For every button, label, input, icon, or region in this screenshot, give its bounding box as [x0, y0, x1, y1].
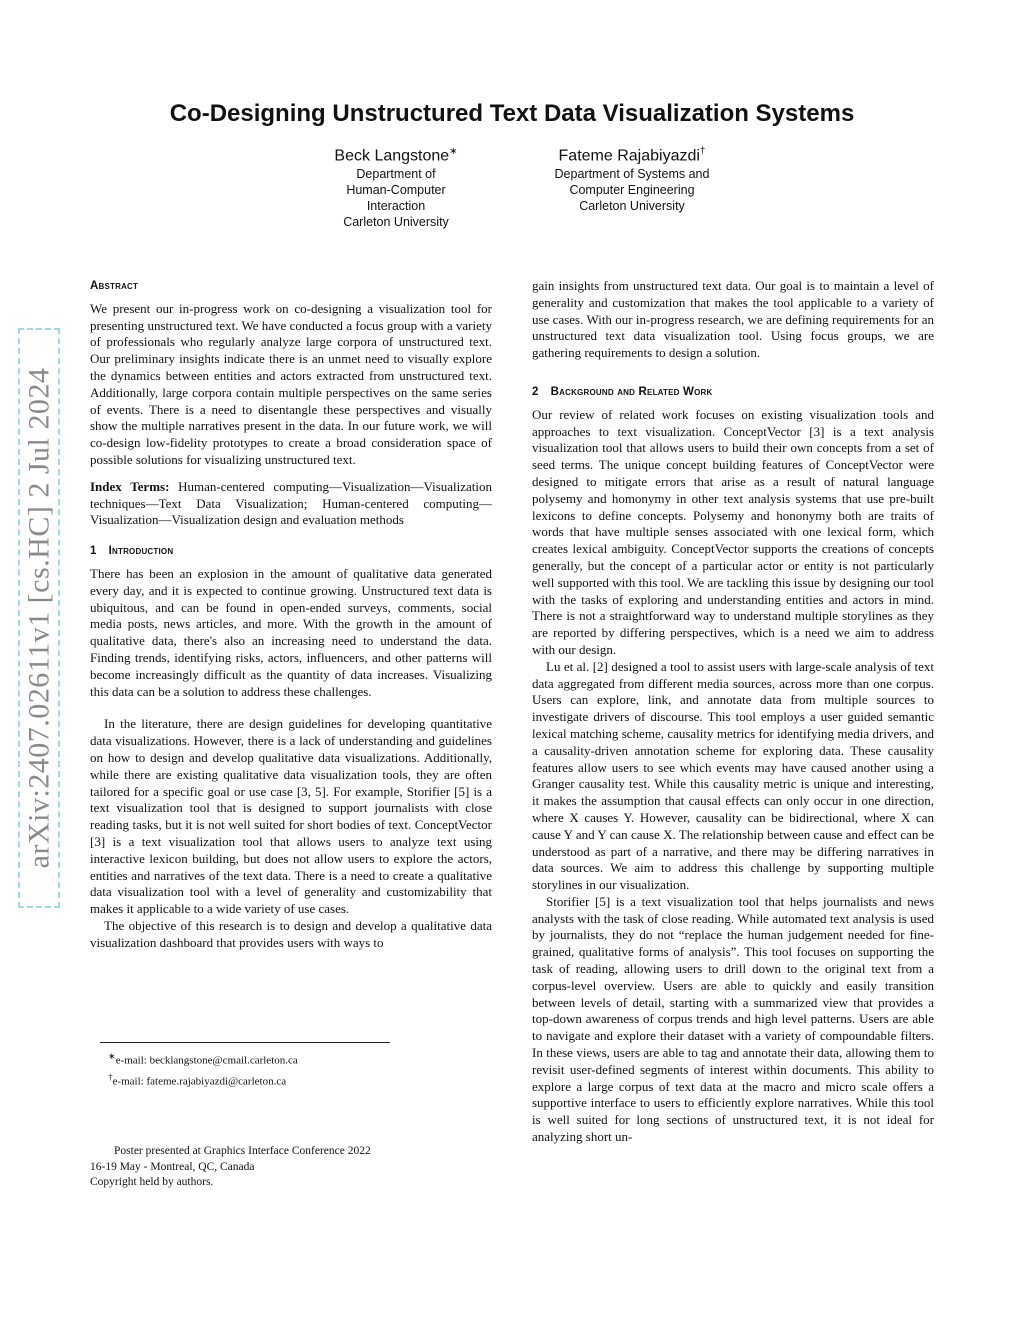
author-block — [276, 146, 516, 230]
intro-paragraph: The objective of this research is to design and develop a qualitative data visualization dashboard that provides users with ways to — [90, 917, 492, 950]
author-block — [512, 146, 752, 214]
paper-title: Co-Designing Unstructured Text Data Visualization Systems — [169, 100, 855, 127]
abstract-heading: Abstract — [90, 280, 139, 292]
footnotes — [100, 1048, 492, 1089]
background-paragraph: Our review of related work focuses on existing visualization tools and approaches to text visualization. ConceptVector [3] is a text analysis visualization tool that allows users to build their own concepts from a set of seed terms. The unique concept building features of ConceptVector were designed to mitigate errors that arise as a result of natural language polysemy and homonymy in other text analysis systems that use pre-built lexicons to define concepts. Polysemy and hononymy both are traits of words that have multiple senses associated with one lexical form, which creates lexical ambiguity. ConceptVector supports the creations of concepts generally, but the concept of a particular actor or entity is not particularly well supported with this tool. We are tackling this issue by designing our tool with the tasks of exploring and understanding entities and actors in mind. There is not a straightforward way to understand multiple storylines as they are reported by differing perspectives, which is a need we aim to address with our design. — [532, 406, 934, 657]
index-terms — [90, 479, 492, 529]
left-column — [90, 278, 492, 951]
author-affiliation-line: Carleton University — [579, 199, 685, 214]
poster-note-line: Copyright held by authors. — [90, 1176, 214, 1189]
author-name: Fateme Rajabiyazdi† — [558, 146, 706, 165]
footnote: ∗e-mail: becklangstone@cmail.carleton.ca — [108, 1051, 298, 1067]
background-paragraph: Storifier [5] is a text visualization tool that helps journalists and news analysts with the task of close reading. While automated text analysis is used by journalists, they do not “replace the human judgement needed for fine-grained, qualitative forms of analysis”. This tool focuses on supporting the task of reading, allowing users to drill down to the original text from a corpus-level overview. Users are able to quickly and easily transition between levels of detail, starting with a summarized view that provides a top-down awareness of corpus trends and high level patterns. Users are able to navigate and explore their dataset with a variety of compoundable filters. In these views, users are able to tag and annotate their data, allowing them to revisit user-defined segments of interest within documents. This ability to explore a large corpus of text data at the macro and micro scale offers a supportive interface to users to efficiently explore narratives. While this tool is well suited for long sections of unstructured text, it is not ideal for analyzing short un- — [532, 893, 934, 1145]
author-affiliation-line: Department of — [356, 167, 436, 182]
arxiv-id: arXiv:2407.02611v1 [cs.HC] 2 Jul 2024 — [22, 367, 55, 869]
poster-note — [90, 1144, 492, 1191]
introduction-heading: 1 Introduction — [90, 545, 174, 558]
right-column — [532, 278, 934, 1146]
footnote-divider — [100, 1042, 390, 1043]
index-terms-label: Index Terms: — [90, 478, 170, 494]
intro-paragraph: gain insights from unstructured text data. Our goal is to maintain a level of generality and customization that makes the tool applicable to a variety of use cases. With our in-progress research, we are defining requirements for an unstructured text data visualization tool. Using focus groups, we are gathering requirements to design a solution. — [532, 278, 934, 361]
author-affiliation-line: Carleton University — [343, 215, 449, 230]
footnote: †e-mail: fateme.rajabiyazdi@carleton.ca — [108, 1071, 287, 1088]
author-affiliation-line: Interaction — [366, 199, 426, 214]
arxiv-sidebar-stamp — [18, 328, 60, 908]
abstract-text: We present our in-progress work on co-designing a visualization tool for presenting unstructured text. We have conducted a focus group with a variety of professionals who regularly analyze large corpora of unstructured text. Our preliminary insights indicate there is an unmet need to visually explore the dynamics between entities and actors extracted from unstructured text. Additionally, large corpora contain multiple perspectives on the same series of events. There is a need to disentangle these perspectives and visually show the multiple narratives present in the data. In our future work, we will co-design low-fidelity prototypes to create a broad consideration space of possible solutions for visualizing unstructured text. — [90, 300, 492, 467]
author-affiliation-line: Human-Computer — [346, 183, 446, 198]
author-name: Beck Langstone∗ — [334, 146, 458, 165]
author-affiliation-line: Computer Engineering — [569, 183, 695, 198]
background-paragraph: Lu et al. [2] designed a tool to assist users with large-scale analysis of text data aggregated from different media sources, across more than one corpus. Users can explore, link, and annotate data from multiple sources to investigate drivers of discourse. This tool employs a user guided semantic lexical matching scheme, causality metrics for identifying media drivers, and a causality-driven annotation scheme for exploring data. These causality features allow users to see which events may have caused another using a Granger causality test. While this causality metric is unique and interesting, it makes the assumption that causal effects can only occur in one direction, where X causes Y. However, causality can be bidirectional, where X can cause Y and Y can cause X. The relationship between cause and effect can be understood as part of a narrative, and there may be differing narratives in data sources. We aim to address this challenge by supporting multiple storylines in our visualization. — [532, 658, 934, 893]
author-affiliation-line: Department of Systems and — [554, 167, 710, 182]
intro-paragraph: There has been an explosion in the amount of qualitative data generated every day, and it is expected to continue growing. Unstructured text data is ubiquitous, and can be found in open-ended surveys, comments, social media posts, news articles, and more. With the growth in the amount of qualitative data, there's also an increasing need to understand the data. Finding trends, identifying risks, actors, influencers, and other patterns will become increasingly difficult as the quantity of data increases. Visualizing this data can be a solution to address these challenges. — [90, 565, 492, 699]
background-heading: 2 Background and Related Work — [532, 385, 713, 398]
poster-note-line: Poster presented at Graphics Interface Conference 2022 — [114, 1145, 371, 1157]
intro-paragraph: In the literature, there are design guidelines for developing quantitative data visualizations. However, there is a lack of understanding and guidelines on how to design and develop qualitative data visualizations. Additionally, while there are existing qualitative data visualization tools, they are often tailored for a specific goal or use case [3, 5]. For example, Storifier [5] is a text visualization tool that is designed to support journalists with close reading tasks, but it is not well suited for short bodies of text. ConceptVector [3] is a text visualization tool that allows users to analyze text using interactive lexicon building, but does not allow users to explore the actors, entities and narratives of the text data. There is a need to create a qualitative data visualization tool with a level of generality and customizability that makes it applicable to a wide variety of use cases. — [90, 716, 492, 917]
index-terms-text: Human-centered computing—Visualization—Visualization techniques—Text Data Visualization; Human-centered computing—Visualization—Visualization design and evaluation methods — [90, 478, 493, 528]
poster-note-line: 16-19 May - Montreal, QC, Canada — [90, 1160, 255, 1173]
